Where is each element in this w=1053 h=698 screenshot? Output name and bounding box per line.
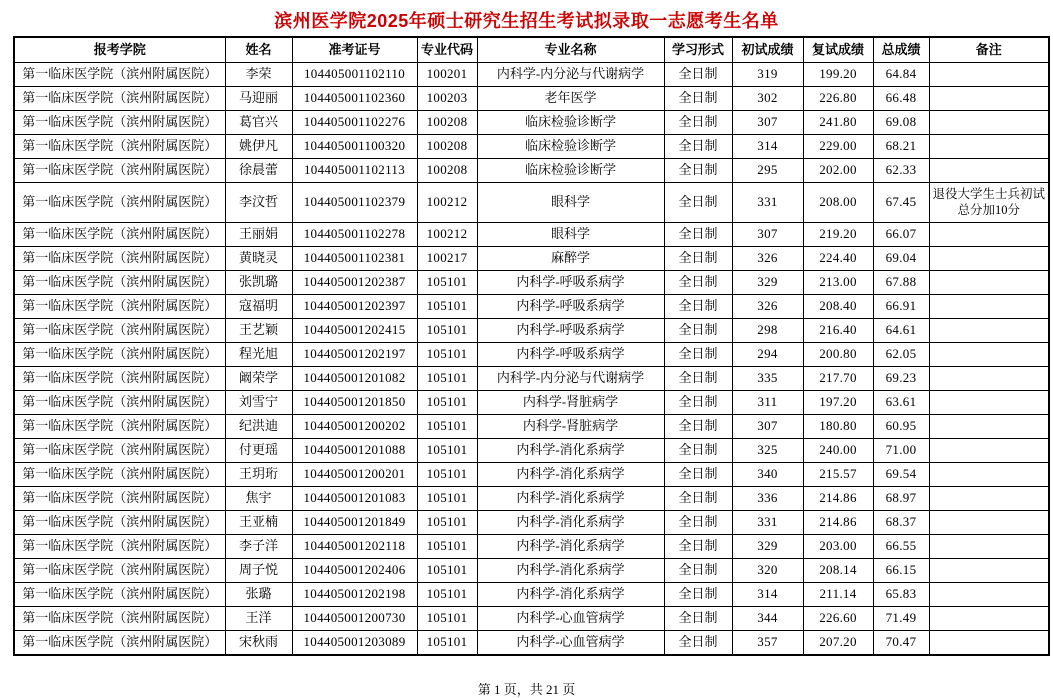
table-row [14,135,1049,159]
cell-remark [929,511,1049,535]
cell-major-name: 内科学-消化系病学 [477,487,664,511]
cell-initial-score: 294 [732,343,803,367]
cell-retest-score: 202.00 [803,159,873,183]
cell-initial-score: 329 [732,535,803,559]
table-row [14,111,1049,135]
cell-initial-score: 336 [732,487,803,511]
cell-major-code: 105101 [417,439,477,463]
cell-initial-score: 302 [732,87,803,111]
cell-major-code: 100201 [417,63,477,87]
cell-college: 第一临床医学院（滨州附属医院） [14,415,225,439]
cell-major-code: 105101 [417,583,477,607]
cell-major-code: 105101 [417,559,477,583]
cell-name: 程光旭 [225,343,292,367]
cell-remark [929,87,1049,111]
cell-study-form: 全日制 [664,111,732,135]
cell-remark [929,487,1049,511]
table-row [14,439,1049,463]
cell-major-name: 内科学-消化系病学 [477,535,664,559]
cell-total-score: 64.84 [873,63,929,87]
cell-remark: 退役大学生士兵初试总分加10分 [929,183,1049,223]
cell-college: 第一临床医学院（滨州附属医院） [14,247,225,271]
cell-retest-score: 215.57 [803,463,873,487]
table-row [14,223,1049,247]
cell-ticket: 104405001202387 [292,271,417,295]
table-row [14,391,1049,415]
cell-college: 第一临床医学院（滨州附属医院） [14,583,225,607]
cell-major-code: 100208 [417,159,477,183]
cell-college: 第一临床医学院（滨州附属医院） [14,135,225,159]
cell-total-score: 71.00 [873,439,929,463]
cell-remark [929,223,1049,247]
cell-retest-score: 219.20 [803,223,873,247]
cell-name: 徐晨蕾 [225,159,292,183]
cell-retest-score: 199.20 [803,63,873,87]
column-header: 备注 [929,37,1049,63]
cell-name: 李子洋 [225,535,292,559]
table-row [14,631,1049,656]
cell-college: 第一临床医学院（滨州附属医院） [14,463,225,487]
cell-total-score: 66.91 [873,295,929,319]
column-header: 报考学院 [14,37,225,63]
table-row [14,607,1049,631]
cell-total-score: 67.88 [873,271,929,295]
cell-major-code: 105101 [417,319,477,343]
cell-initial-score: 331 [732,511,803,535]
cell-study-form: 全日制 [664,183,732,223]
cell-major-code: 105101 [417,463,477,487]
cell-total-score: 66.48 [873,87,929,111]
table-row [14,415,1049,439]
cell-retest-score: 208.00 [803,183,873,223]
cell-ticket: 104405001102381 [292,247,417,271]
cell-major-name: 内科学-呼吸系病学 [477,271,664,295]
cell-ticket: 104405001202118 [292,535,417,559]
table-row [14,511,1049,535]
cell-ticket: 104405001200202 [292,415,417,439]
cell-name: 李荣 [225,63,292,87]
cell-total-score: 65.83 [873,583,929,607]
table-row [14,247,1049,271]
cell-name: 纪洪迪 [225,415,292,439]
cell-ticket: 104405001102113 [292,159,417,183]
cell-name: 姚伊凡 [225,135,292,159]
cell-initial-score: 320 [732,559,803,583]
cell-ticket: 104405001201088 [292,439,417,463]
cell-major-code: 105101 [417,391,477,415]
cell-retest-score: 240.00 [803,439,873,463]
cell-total-score: 68.97 [873,487,929,511]
cell-major-name: 内科学-肾脏病学 [477,391,664,415]
cell-major-code: 100212 [417,223,477,247]
cell-remark [929,295,1049,319]
cell-study-form: 全日制 [664,535,732,559]
cell-initial-score: 307 [732,415,803,439]
cell-study-form: 全日制 [664,583,732,607]
cell-study-form: 全日制 [664,367,732,391]
table-row [14,159,1049,183]
cell-name: 王亚楠 [225,511,292,535]
cell-name: 付更瑶 [225,439,292,463]
cell-major-name: 内科学-消化系病学 [477,463,664,487]
cell-major-name: 老年医学 [477,87,664,111]
cell-total-score: 62.33 [873,159,929,183]
cell-retest-score: 214.86 [803,487,873,511]
cell-ticket: 104405001201083 [292,487,417,511]
cell-major-code: 100212 [417,183,477,223]
cell-total-score: 66.15 [873,559,929,583]
cell-study-form: 全日制 [664,63,732,87]
column-header: 复试成绩 [803,37,873,63]
cell-ticket: 104405001202415 [292,319,417,343]
cell-college: 第一临床医学院（滨州附属医院） [14,295,225,319]
cell-name: 张凯璐 [225,271,292,295]
cell-initial-score: 314 [732,583,803,607]
cell-total-score: 68.21 [873,135,929,159]
cell-name: 寇福明 [225,295,292,319]
cell-major-name: 临床检验诊断学 [477,159,664,183]
cell-total-score: 69.08 [873,111,929,135]
cell-major-name: 麻醉学 [477,247,664,271]
cell-college: 第一临床医学院（滨州附属医院） [14,391,225,415]
cell-name: 阚荣学 [225,367,292,391]
cell-major-code: 100208 [417,135,477,159]
cell-study-form: 全日制 [664,463,732,487]
cell-major-code: 105101 [417,631,477,656]
cell-major-code: 105101 [417,271,477,295]
cell-total-score: 69.04 [873,247,929,271]
column-header: 姓名 [225,37,292,63]
cell-retest-score: 207.20 [803,631,873,656]
cell-major-code: 105101 [417,367,477,391]
cell-initial-score: 326 [732,295,803,319]
cell-retest-score: 208.40 [803,295,873,319]
cell-total-score: 66.07 [873,223,929,247]
cell-major-code: 105101 [417,415,477,439]
table-header-row [14,37,1049,63]
cell-college: 第一临床医学院（滨州附属医院） [14,631,225,656]
table-row [14,271,1049,295]
table-row [14,63,1049,87]
cell-major-name: 眼科学 [477,223,664,247]
cell-total-score: 60.95 [873,415,929,439]
cell-initial-score: 319 [732,63,803,87]
cell-remark [929,391,1049,415]
cell-total-score: 70.47 [873,631,929,656]
cell-ticket: 104405001202198 [292,583,417,607]
cell-major-name: 内科学-呼吸系病学 [477,319,664,343]
cell-retest-score: 226.60 [803,607,873,631]
cell-ticket: 104405001201849 [292,511,417,535]
cell-college: 第一临床医学院（滨州附属医院） [14,319,225,343]
cell-study-form: 全日制 [664,631,732,656]
cell-major-name: 内科学-肾脏病学 [477,415,664,439]
cell-ticket: 104405001102379 [292,183,417,223]
cell-college: 第一临床医学院（滨州附属医院） [14,367,225,391]
cell-study-form: 全日制 [664,391,732,415]
cell-retest-score: 217.70 [803,367,873,391]
cell-study-form: 全日制 [664,159,732,183]
cell-total-score: 69.54 [873,463,929,487]
cell-college: 第一临床医学院（滨州附属医院） [14,439,225,463]
cell-college: 第一临床医学院（滨州附属医院） [14,511,225,535]
cell-study-form: 全日制 [664,487,732,511]
cell-college: 第一临床医学院（滨州附属医院） [14,63,225,87]
cell-retest-score: 208.14 [803,559,873,583]
column-header: 总成绩 [873,37,929,63]
cell-initial-score: 331 [732,183,803,223]
cell-name: 焦宇 [225,487,292,511]
cell-college: 第一临床医学院（滨州附属医院） [14,487,225,511]
cell-initial-score: 307 [732,111,803,135]
cell-retest-score: 211.14 [803,583,873,607]
table-row [14,295,1049,319]
cell-remark [929,463,1049,487]
cell-remark [929,63,1049,87]
cell-remark [929,631,1049,656]
cell-college: 第一临床医学院（滨州附属医院） [14,111,225,135]
cell-name: 周子悦 [225,559,292,583]
cell-ticket: 104405001202406 [292,559,417,583]
cell-initial-score: 314 [732,135,803,159]
cell-remark [929,319,1049,343]
cell-retest-score: 241.80 [803,111,873,135]
table-body [14,63,1049,656]
cell-initial-score: 344 [732,607,803,631]
cell-ticket: 104405001202397 [292,295,417,319]
cell-major-code: 100208 [417,111,477,135]
cell-study-form: 全日制 [664,135,732,159]
column-header: 准考证号 [292,37,417,63]
cell-major-name: 内科学-内分泌与代谢病学 [477,367,664,391]
page-footer: 第 1 页，共 21 页 [477,682,576,697]
cell-total-score: 69.23 [873,367,929,391]
cell-ticket: 104405001102276 [292,111,417,135]
cell-retest-score: 224.40 [803,247,873,271]
cell-college: 第一临床医学院（滨州附属医院） [14,183,225,223]
cell-major-name: 眼科学 [477,183,664,223]
cell-initial-score: 311 [732,391,803,415]
table-row [14,583,1049,607]
column-header: 专业代码 [417,37,477,63]
cell-major-name: 内科学-呼吸系病学 [477,295,664,319]
cell-college: 第一临床医学院（滨州附属医院） [14,607,225,631]
cell-study-form: 全日制 [664,223,732,247]
table-row [14,319,1049,343]
cell-study-form: 全日制 [664,87,732,111]
cell-major-name: 内科学-消化系病学 [477,511,664,535]
cell-total-score: 67.45 [873,183,929,223]
page-title: 滨州医学院2025年硕士研究生招生考试拟录取一志愿考生名单 [274,11,779,31]
cell-ticket: 104405001102360 [292,87,417,111]
cell-ticket: 104405001200730 [292,607,417,631]
cell-name: 刘雪宁 [225,391,292,415]
cell-major-name: 内科学-心血管病学 [477,607,664,631]
cell-study-form: 全日制 [664,415,732,439]
cell-remark [929,535,1049,559]
cell-major-name: 内科学-消化系病学 [477,439,664,463]
cell-major-name: 内科学-消化系病学 [477,583,664,607]
table-row [14,535,1049,559]
cell-study-form: 全日制 [664,511,732,535]
cell-retest-score: 216.40 [803,319,873,343]
cell-major-code: 105101 [417,295,477,319]
cell-ticket: 104405001100320 [292,135,417,159]
table-row [14,487,1049,511]
cell-ticket: 104405001201850 [292,391,417,415]
cell-total-score: 62.05 [873,343,929,367]
table-row [14,87,1049,111]
cell-major-name: 内科学-内分泌与代谢病学 [477,63,664,87]
cell-major-code: 105101 [417,487,477,511]
cell-total-score: 68.37 [873,511,929,535]
cell-name: 李汶哲 [225,183,292,223]
cell-initial-score: 340 [732,463,803,487]
cell-retest-score: 226.80 [803,87,873,111]
cell-total-score: 64.61 [873,319,929,343]
cell-remark [929,415,1049,439]
cell-remark [929,247,1049,271]
cell-study-form: 全日制 [664,439,732,463]
table-row [14,343,1049,367]
cell-retest-score: 203.00 [803,535,873,559]
cell-name: 王玥珩 [225,463,292,487]
cell-remark [929,271,1049,295]
cell-major-name: 内科学-呼吸系病学 [477,343,664,367]
cell-initial-score: 326 [732,247,803,271]
cell-college: 第一临床医学院（滨州附属医院） [14,559,225,583]
cell-initial-score: 335 [732,367,803,391]
cell-remark [929,439,1049,463]
table-row [14,559,1049,583]
cell-college: 第一临床医学院（滨州附属医院） [14,343,225,367]
cell-total-score: 66.55 [873,535,929,559]
cell-major-code: 105101 [417,343,477,367]
cell-retest-score: 214.86 [803,511,873,535]
cell-major-code: 100217 [417,247,477,271]
cell-study-form: 全日制 [664,295,732,319]
cell-name: 黄晓灵 [225,247,292,271]
cell-major-code: 100203 [417,87,477,111]
cell-initial-score: 295 [732,159,803,183]
cell-initial-score: 298 [732,319,803,343]
cell-retest-score: 200.80 [803,343,873,367]
cell-total-score: 71.49 [873,607,929,631]
cell-retest-score: 213.00 [803,271,873,295]
cell-college: 第一临床医学院（滨州附属医院） [14,271,225,295]
cell-study-form: 全日制 [664,607,732,631]
cell-ticket: 104405001102278 [292,223,417,247]
cell-college: 第一临床医学院（滨州附属医院） [14,159,225,183]
cell-remark [929,367,1049,391]
cell-name: 葛官兴 [225,111,292,135]
cell-initial-score: 357 [732,631,803,656]
cell-college: 第一临床医学院（滨州附属医院） [14,223,225,247]
cell-total-score: 63.61 [873,391,929,415]
cell-major-name: 临床检验诊断学 [477,111,664,135]
cell-study-form: 全日制 [664,319,732,343]
cell-name: 王洋 [225,607,292,631]
cell-major-name: 内科学-心血管病学 [477,631,664,656]
column-header: 学习形式 [664,37,732,63]
table-row [14,183,1049,223]
cell-college: 第一临床医学院（滨州附属医院） [14,535,225,559]
cell-initial-score: 325 [732,439,803,463]
cell-study-form: 全日制 [664,559,732,583]
cell-major-code: 105101 [417,607,477,631]
table-row [14,367,1049,391]
cell-major-name: 内科学-消化系病学 [477,559,664,583]
cell-ticket: 104405001202197 [292,343,417,367]
cell-ticket: 104405001201082 [292,367,417,391]
admissions-table [13,36,1050,656]
cell-remark [929,607,1049,631]
cell-remark [929,135,1049,159]
table-row [14,463,1049,487]
cell-remark [929,559,1049,583]
cell-name: 张璐 [225,583,292,607]
cell-remark [929,583,1049,607]
cell-name: 宋秋雨 [225,631,292,656]
cell-study-form: 全日制 [664,271,732,295]
column-header: 初试成绩 [732,37,803,63]
cell-study-form: 全日制 [664,343,732,367]
cell-remark [929,159,1049,183]
cell-initial-score: 329 [732,271,803,295]
cell-remark [929,111,1049,135]
cell-major-name: 临床检验诊断学 [477,135,664,159]
cell-retest-score: 229.00 [803,135,873,159]
cell-name: 王艺颖 [225,319,292,343]
cell-ticket: 104405001200201 [292,463,417,487]
cell-name: 王丽娟 [225,223,292,247]
cell-ticket: 104405001102110 [292,63,417,87]
column-header: 专业名称 [477,37,664,63]
cell-study-form: 全日制 [664,247,732,271]
cell-major-code: 105101 [417,511,477,535]
cell-initial-score: 307 [732,223,803,247]
cell-ticket: 104405001203089 [292,631,417,656]
cell-name: 马迎丽 [225,87,292,111]
cell-retest-score: 197.20 [803,391,873,415]
cell-remark [929,343,1049,367]
cell-retest-score: 180.80 [803,415,873,439]
cell-college: 第一临床医学院（滨州附属医院） [14,87,225,111]
cell-major-code: 105101 [417,535,477,559]
